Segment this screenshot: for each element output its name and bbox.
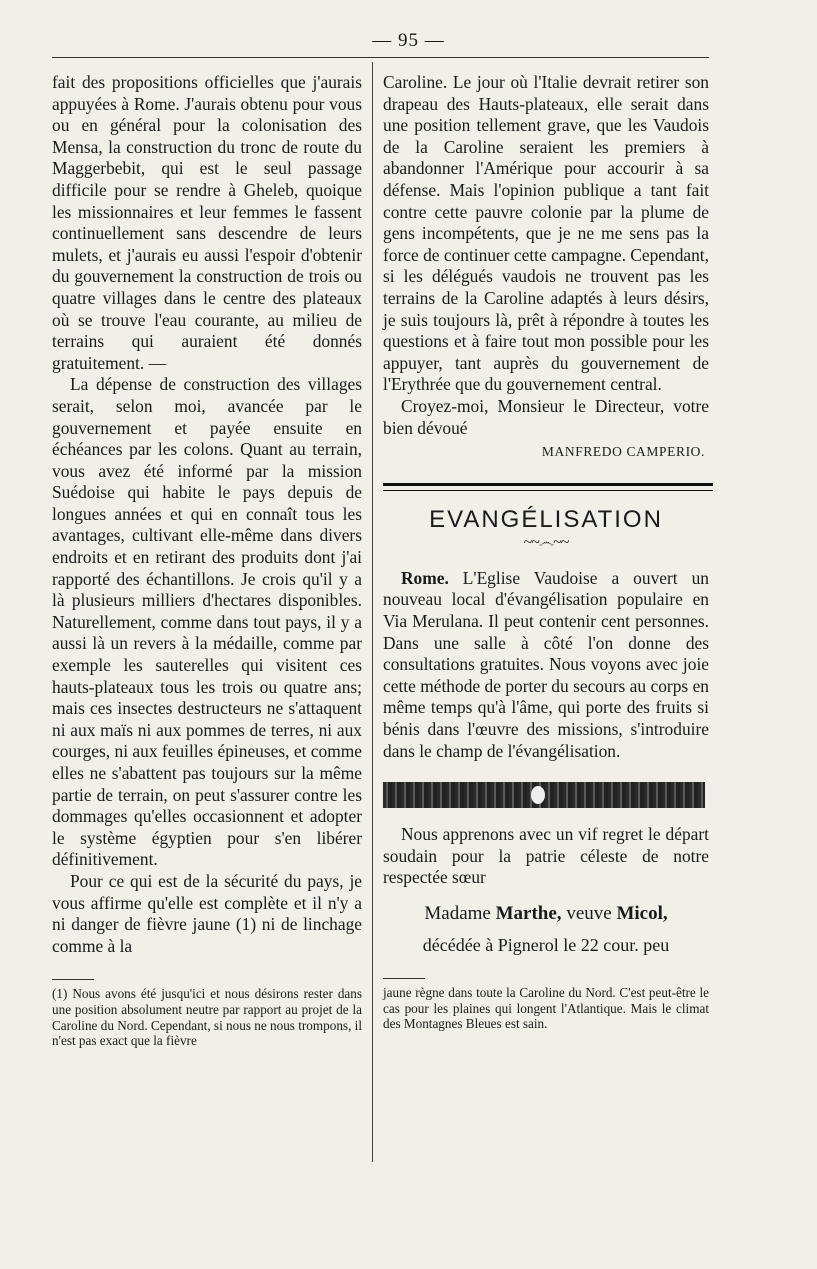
left-paragraph-2: La dépense de construction des villages serait, selon moi, avancée par le gouvernement et payée ensuite en échéances par les colons. Quant au terrain, vous avez été informé par la mission Suédoise qui habite le pays depuis de longues années et qui en connaît tous les avantages, cultivant elle-même dans divers endroits et en retirant des produits dont j'ai rapporté des échantillons. Je crois qu'il y a là plusieurs milliers d'hectares disponibles. Naturellement, comme dans tout pays, il y a aussi là un revers à la médaille, comme par exemple les sauterelles qui visitent ces hauts-plateaux tous les trois ou quatre ans; mais ces insectes destructeurs ne s'attaquent ni aux maïs ni aux pommes de terres, ni aux courges, ni aux feuilles épineuses, et comme elles ne s'abattent pas toujours sur la même partie de terrain, on peut s'assurer contre les dommages qu'elles occasionnent et adopter le système égyptien pour s'en libérer définitivement. xyxy=(52,374,362,870)
notice-paragraph: Nous apprenons avec un vif regret le départ soudain pour la patrie céleste de notre respectée sœur xyxy=(383,824,709,888)
ornament-icon: ~~෴~~ xyxy=(523,534,569,552)
right-paragraph-1: Caroline. Le jour où l'Italie devrait retirer son drapeau des Hauts-plateaux, elle serait dans une position tellement grave, que les Vaudois de la Caroline seraient les premiers à abandonner l'Amérique pour accourir à sa défense. Mais l'opinion publique a tant fait contre cette pauvre colonie par la plume de gens incompétents, que je ne me sens pas la force de continuer cette campagne. Cependant, si les délégués vaudois ne trouvent pas les terrains de la Caroline adaptés à leurs désirs, je suis toujours là, prêt à répondre à toutes les questions et à faire tout mon possible pour les appuyer, tant auprès du gouvernement de l'Erythrée que du gouvernement central. xyxy=(383,72,709,395)
rome-paragraph xyxy=(383,568,709,762)
left-column xyxy=(52,72,362,1049)
header-rule xyxy=(52,57,709,58)
footnote-rule xyxy=(52,979,94,980)
section-title: EVANGÉLISATION xyxy=(429,505,663,533)
rome-text: L'Eglise Vaudoise a ouvert un nouveau local d'évangélisation populaire en Via Merulana. Il peut contenir cent personnes. Dans une salle à côté l'on donne des consultations gratuites. Nous voyons avec joie cette méthode de porter du secours au corps en même temps qu'à l'âme, qui porte des fruits si bénis dans l'œuvre des missions, s'introduire dans le champ de l'évangélisation. xyxy=(383,567,709,761)
notice-name xyxy=(383,903,709,925)
right-column xyxy=(383,72,709,1032)
notice-last-name: Micol, xyxy=(616,903,668,924)
left-paragraph-3: Pour ce qui est de la sécurité du pays, je vous affirme qu'elle est complète et il n'y a ni danger de fièvre jaune (1) ni de linchage comme à la xyxy=(52,870,362,956)
footnote-rule-right xyxy=(383,978,425,979)
section-rule xyxy=(383,483,713,491)
right-footnote: jaune règne dans toute la Caroline du Nord. C'est peut-être le cas pour les plaines qui longent l'Atlantique. Mais le climat des Montagnes Bleues est sain. xyxy=(383,985,709,1032)
rome-lead: Rome. xyxy=(401,567,449,588)
page-number: — 95 — xyxy=(372,30,445,51)
decorative-band xyxy=(383,782,705,808)
column-divider xyxy=(372,62,373,1162)
notice-prefix: Madame xyxy=(424,903,496,924)
signature: MANFREDO CAMPERIO. xyxy=(541,444,705,460)
left-footnote: (1) Nous avons été jusqu'ici et nous désirons rester dans une position absolument neutre par rapport au projet de la Caroline du Nord. Cependant, si nous ne nous trompons, il n'est pas exact que la fièvre xyxy=(52,986,362,1049)
left-paragraph-1: fait des propositions officielles que j'aurais appuyées à Rome. J'aurais obtenu pour vous ou en général pour la colonisation des Mensa, la construction du tronc de route du Maggerbebit, qui est le seul passage difficile pour se rendre à Gheleb, quoique les missionnaires et leur femmes le fassent continuellement sans descendre de leurs mulets, et j'aurais eu aussi l'espoir d'obtenir du gouvernement la construction de trois ou quatre villages dans le centre des plateaux où se trouve l'eau courante, au milieu de terrains qui auraient été donnés gratuitement. — xyxy=(52,72,362,373)
band-mark-icon xyxy=(531,786,545,804)
letter-closing: Croyez-moi, Monsieur le Directeur, votre bien dévoué xyxy=(383,395,709,438)
notice-mid: veuve xyxy=(561,903,617,924)
notice-line: décédée à Pignerol le 22 cour. peu xyxy=(422,934,670,955)
notice-first-name: Marthe, xyxy=(495,903,562,924)
